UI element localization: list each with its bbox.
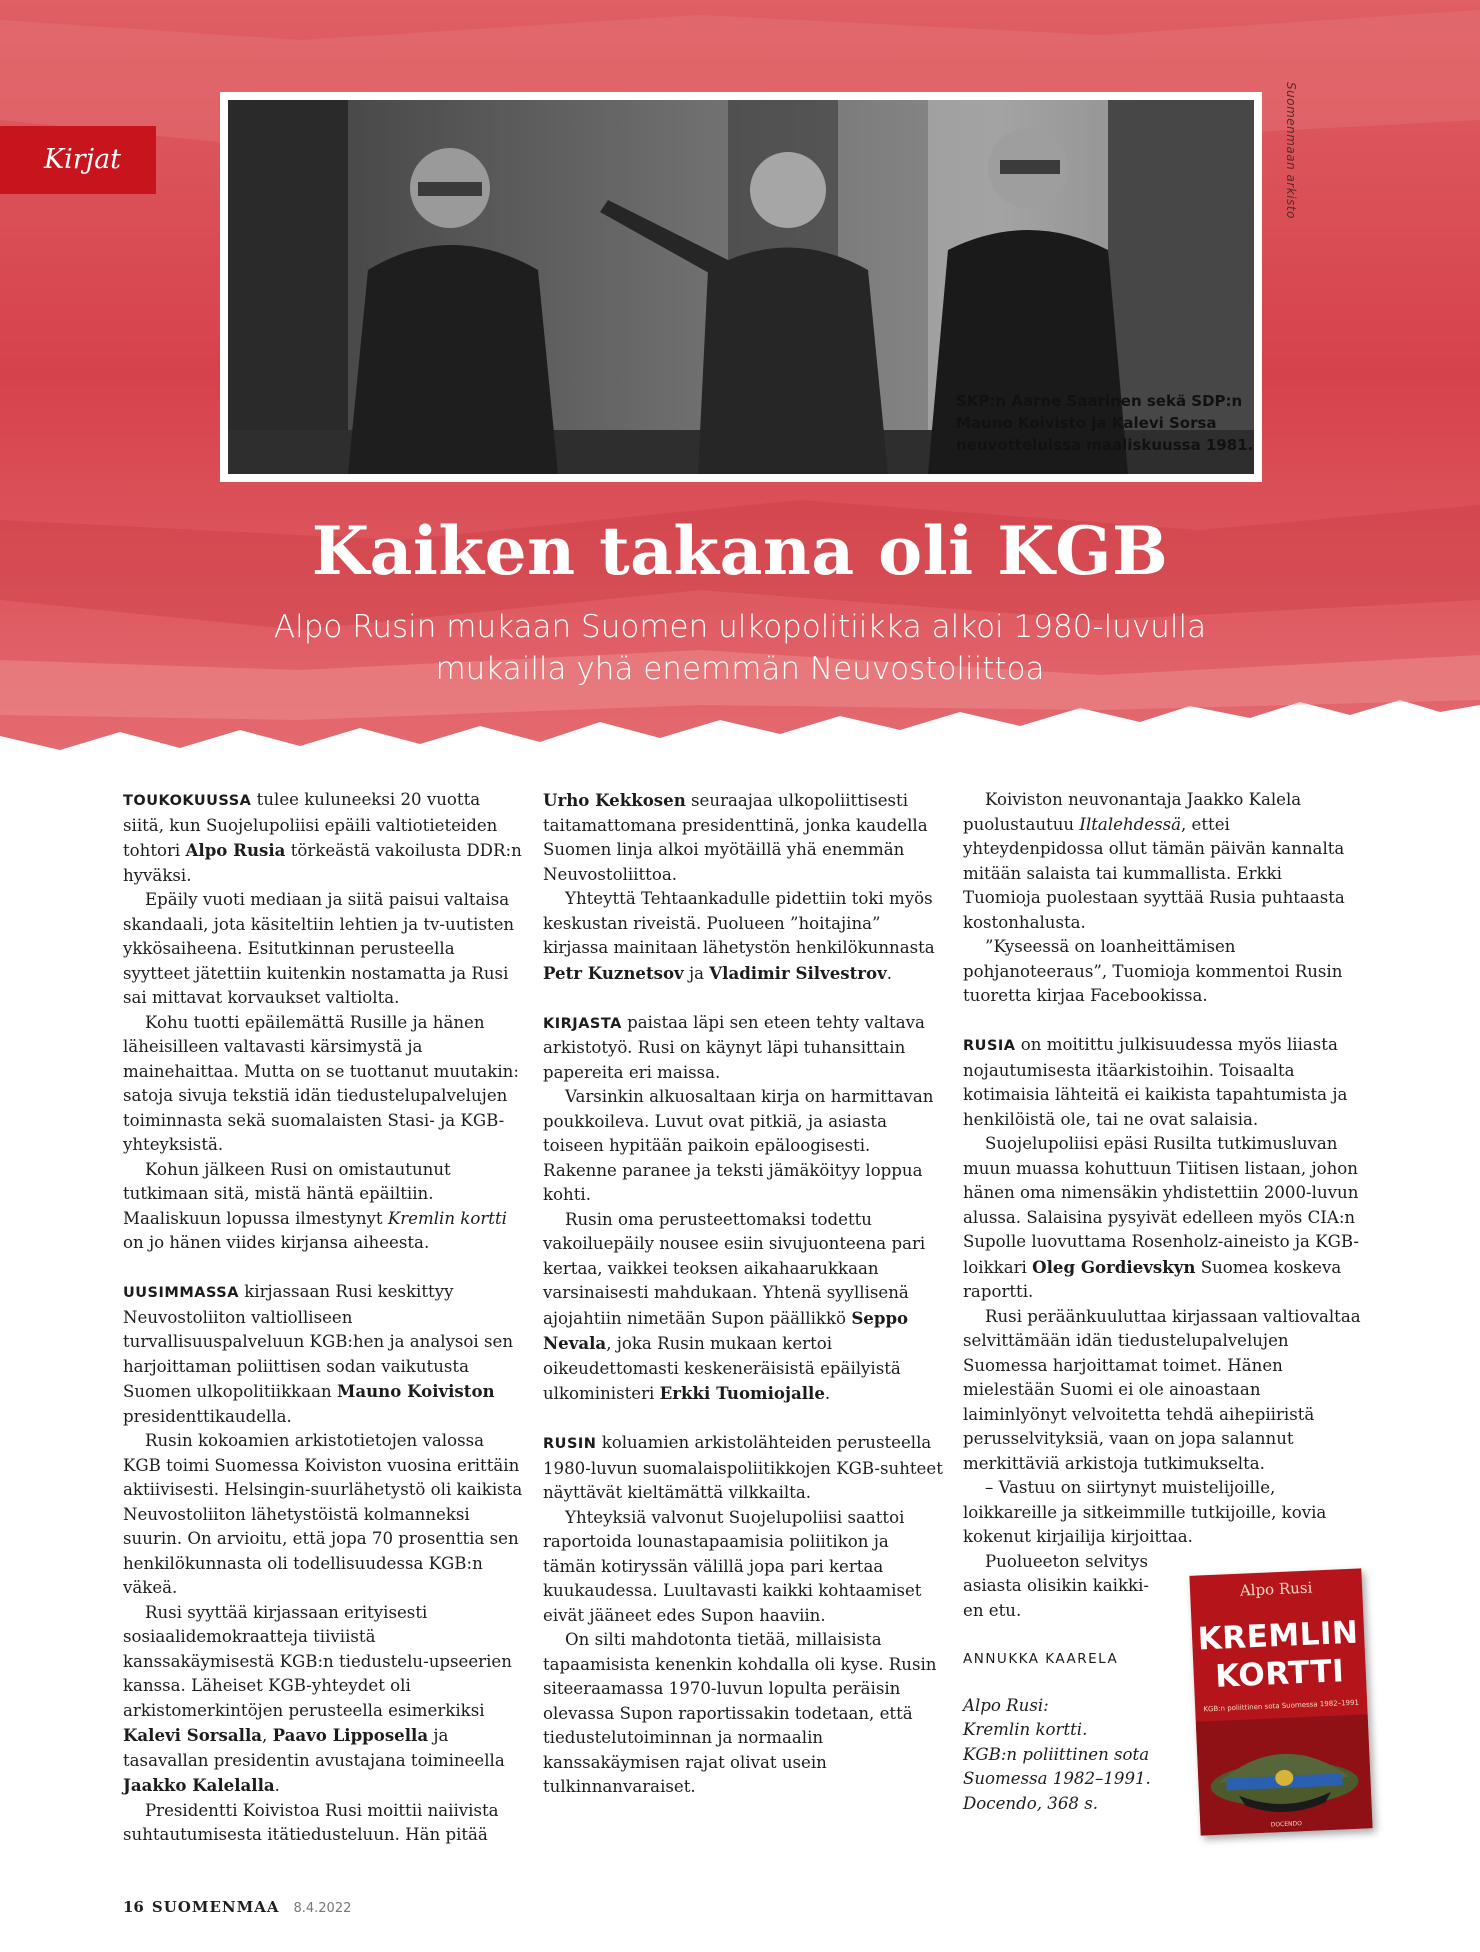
article-column-1 — [123, 788, 523, 1848]
paragraph — [123, 1158, 523, 1256]
paragraph: – Vastuu on siirtynyt muistelijoille, loikkareille ja sitkeimmille tutkijoille, kovia kokenut kirjailija kirjoittaa. — [963, 1478, 1327, 1546]
person-name: Jaakko Kalelalla — [123, 1775, 275, 1795]
text: kirjassaan Rusi keskittyy Neuvostoliiton valtiolliseen turvallisuuspalveluun KGB:hen ja analysoi sen harjoittaman poliittisen sodan vaikutusta Suomen ulkopolitiikkaan — [123, 1282, 514, 1401]
cover-subtitle: KGB:n poliittinen sota Suomessa 1982–1991 — [1203, 1698, 1360, 1714]
paragraph — [123, 1601, 523, 1799]
text: . — [824, 1384, 831, 1403]
book-cover — [1189, 1568, 1372, 1835]
text: koluamien arkistolähteiden perusteella 1980-luvun suomalaispoliitikkojen KGB-suhteet näyttävät kieltämättä vilkkailta. — [543, 1433, 943, 1502]
author-byline: ANNUKKA KAARELA — [963, 1651, 1119, 1667]
text: törkeästä vakoilusta DDR:n hyväksi. — [123, 841, 522, 885]
text: Suojelupoliisi epäsi Rusilta tutkimusluvan muun muassa kohuttuun Tiitisen listaan, johon hänen oma nimensäkin yhdistettiin 2000-luvun alussa. Salaisina pysyivät edelleen myös CIA:n Supolle luovuttama Rosenholz-aineisto ja KGB-loikkari — [963, 1134, 1359, 1277]
caption-line: SKP:n Aarne Saarinen sekä SDP:n — [956, 392, 1243, 410]
text: Rusi syyttää kirjassaan erityisesti sosiaalidemokraatteja tiiviistä kanssakäymisestä KGB:n tiedustelu-upseerien kanssa. Läheiset KGB-yhteydet oli arkistomerkintöjen perusteella esimerkiksi — [123, 1602, 512, 1720]
paragraph: Presidentti Koivistoa Rusi moittii naiivista suhtautumisesta itätiedusteluun. Hän pitää — [123, 1800, 499, 1844]
text: , ettei yhteydenpidossa ollut tämän päivän kannalta mitään salaista tai kummallista. Erkki Tuomioja puolestaan syyttää Rusia puhtaasta kostonhalusta. — [963, 814, 1345, 932]
text: tulee kuluneeksi 20 vuotta siitä, kun Suojelupoliisi epäili valtiotieteiden tohtori — [123, 790, 498, 860]
issue-date: 8.4.2022 — [293, 1901, 352, 1916]
paragraph: Rusin kokoamien arkistotietojen valossa KGB toimi Suomessa Koiviston vuosina erittäin aktiivisesti. Helsingin-suurlähetystö oli kaikista Neuvostoliiton lähetystöistä kolmanneksi suurin. On arvioitu, että jopa 70 prosenttia sen henkilökunnasta oli todellisuudessa KGB:n väkeä. — [123, 1431, 523, 1597]
paragraph — [543, 1011, 943, 1086]
text: , joka Rusin mukaan kertoi oikeudettomasti keskeneräisistä epäilyistä ulkoministeri — [543, 1334, 901, 1403]
person-name: Erkki Tuomiojalle — [659, 1383, 825, 1403]
cover-cap-illustration — [1196, 1714, 1373, 1835]
subhead-line: mukailla yhä enemmän Neuvostoliittoa — [435, 651, 1045, 687]
photo-credit: Suomenmaan arkisto — [1284, 82, 1298, 219]
paragraph: Varsinkin alkuosaltaan kirja on harmittavan poukkoileva. Luvut ovat pitkiä, ja asiasta toiseen hypitään paikoin epäloogisesti. Rakenne paranee ja teksti jämäköityy loppua kohti. — [543, 1087, 934, 1204]
headline: Kaiken takana oli KGB — [311, 512, 1169, 590]
paragraph — [543, 1431, 943, 1506]
text: Kohun jälkeen Rusi on omistautunut tutkimaan sitä, mistä häntä epäiltiin. Maaliskuun lopussa ilmestynyt — [123, 1159, 451, 1228]
book-info-line: Kremlin kortti. — [963, 1720, 1088, 1739]
publication-name: Iltalehdessä — [1079, 814, 1181, 834]
caption-line: neuvotteluissa maaliskuussa 1981. — [956, 436, 1254, 454]
person-name: Paavo Lipposella — [272, 1725, 429, 1745]
paragraph — [543, 887, 943, 986]
text: . — [274, 1776, 280, 1795]
paragraph: Kohu tuotti epäilemättä Rusille ja hänen läheisilleen valtavasti kärsimystä ja mainehaittaa. Mutta on se tuottanut muutakin: satoja sivuja tekstiä idän tiedustelupalvelujen toiminnasta sekä suomalaisten Stasi- ja KGB-yhteyksistä. — [123, 1012, 519, 1154]
caption-line: Mauno Koivisto ja Kalevi Sorsa — [956, 414, 1217, 432]
subhead-line: Alpo Rusin mukaan Suomen ulkopolitiikka alkoi 1980-luvulla — [273, 609, 1207, 645]
cover-author: Alpo Rusi — [1239, 1578, 1313, 1600]
text-line: asiasta olisikin kaikki- — [963, 1576, 1149, 1595]
text-line: en etu. — [963, 1600, 1022, 1620]
paragraph: On silti mahdotonta tietää, millaisista tapaamisista kenenkin kohdalla oli kyse. Rusin siteeraamassa 1970-luvun lopulta peräisin olevassa Supon raportissakin todetaan, että tiedustelutoiminnan ja normaalin kanssakäymisen rajat olivat usein tulkinnanvaraiset. — [543, 1630, 937, 1796]
text: Rusin oma perusteettomaksi todettu vakoiluepäily nousee esiin sivujuonteena pari kertaa, vaikkei teoksen aikahaarukkaan varsinaisesti mahdukaan. Yhtenä syyllisenä ajojahtiin nimetään Supon päällikkö — [543, 1209, 926, 1328]
text: ja tasavallan presidentin avustajana toimineella — [123, 1726, 505, 1770]
person-name: Mauno Koiviston — [336, 1381, 495, 1401]
lead-word: UUSIMMASSA — [123, 1285, 239, 1301]
paragraph — [963, 788, 1363, 935]
paragraph — [963, 1132, 1363, 1305]
page-number: 16 — [123, 1898, 144, 1916]
book-info-line: Docendo, 368 s. — [963, 1793, 1098, 1813]
paragraph: Yhteyksiä valvonut Suojelupoliisi saattoi raportoida lounastapaamisia poliitikon ja tämän kotiryssän välillä jopa pari kertaa kuukaudessa. Luultavasti kaikki kohtaamiset eivät jääneet edes Supon haaviin. — [543, 1507, 922, 1625]
text: ja — [683, 963, 710, 983]
text: . — [886, 963, 893, 983]
person-name: Oleg Gordievskyn — [1032, 1256, 1196, 1277]
book-info-line: Alpo Rusi: — [963, 1695, 1049, 1715]
person-name: Urho Kekkosen — [543, 790, 686, 810]
text: Koiviston neuvonantaja Jaakko Kalela puolustautuu — [963, 790, 1302, 834]
cover-title-line: KORTTI — [1214, 1653, 1346, 1695]
cover-publisher: DOCENDO — [1270, 1820, 1303, 1829]
paragraph — [123, 1280, 523, 1429]
magazine-name: SUOMENMAA — [151, 1898, 280, 1916]
text: paistaa läpi sen eteen tehty valtava arkistotyö. Rusi on käynyt läpi tuhansittain papereita eri maissa. — [543, 1012, 925, 1082]
book-info-line: Suomessa 1982–1991. — [963, 1769, 1151, 1788]
paragraph — [963, 1033, 1363, 1132]
text-line: Puolueeton selvitys — [985, 1551, 1148, 1571]
subheadline — [0, 606, 1480, 690]
paragraph — [543, 788, 943, 887]
person-name: Vladimir Silvestrov — [709, 962, 887, 983]
text: on jo hänen viides kirjansa aiheesta. — [123, 1233, 430, 1252]
section-tag: Kirjat — [0, 126, 156, 194]
text: on moitittu julkisuudessa myös liiasta nojautumisesta itäarkistoihin. Toisaalta kotimaisia lähteitä ei kaikista tapahtumista ja henkilöistä ole, tai ne ovat salaisia. — [963, 1035, 1348, 1129]
person-name: Alpo Rusia — [185, 840, 286, 860]
lead-word: TOUKOKUUSSA — [123, 793, 252, 809]
person-name: Seppo Nevala — [543, 1307, 909, 1353]
book-title: Kremlin kortti — [387, 1208, 507, 1228]
cover-title-line: KREMLIN — [1197, 1614, 1360, 1658]
lead-word: KIRJASTA — [543, 1015, 622, 1032]
text: Yhteyttä Tehtaankadulle pidettiin toki myös keskustan riveistä. Puolueen ”hoitajina” kirjassa mainitaan lähetystön henkilökunnasta — [543, 889, 935, 957]
lead-word: RUSIA — [963, 1038, 1016, 1054]
paragraph — [123, 788, 523, 888]
page-footer — [123, 1898, 351, 1916]
paragraph — [543, 1208, 943, 1407]
text: presidenttikaudella. — [123, 1406, 292, 1426]
paragraph: ”Kyseessä on loanheittämisen pohjanoteeraus”, Tuomioja kommentoi Rusin tuoretta kirjaa Facebookissa. — [963, 937, 1343, 1005]
text: , — [262, 1726, 273, 1745]
book-info-line: KGB:n poliittinen sota — [963, 1744, 1150, 1764]
paragraph: Rusi peräänkuuluttaa kirjassaan valtiovaltaa selvittämään idän tiedustelupalvelujen Suomessa harjoittamat toimet. Hänen mielestään Suomi ei ole ainoastaan laiminlyönyt velvoitetta tehdä aihepiiristä perusselvityksiä, vaan on jopa salannut merkittäviä arkistoja tutkimukselta. — [963, 1306, 1361, 1473]
person-name: Petr Kuznetsov — [543, 962, 684, 983]
paragraph: Epäily vuoti mediaan ja siitä paisui valtaisa skandaali, jota käsiteltiin lehtien ja tv-uutisten ykkösaiheena. Esitutkinnan perusteella syytteet jätettiin kuitenkin nostamatta ja Rusi sai mittavat korvaukset valtiolta. — [123, 890, 515, 1007]
article-column-2 — [543, 788, 943, 1800]
photo-caption — [956, 390, 1256, 456]
person-name: Kalevi Sorsalla — [123, 1725, 263, 1745]
text: Suomea koskeva raportti. — [963, 1257, 1342, 1301]
lead-word: RUSIN — [543, 1436, 597, 1452]
text: seuraajaa ulkopoliittisesti taitamattomana presidenttinä, jonka kaudella Suomen linja alkoi myötäillä yhä enemmän Neuvostoliittoa. — [543, 791, 928, 884]
